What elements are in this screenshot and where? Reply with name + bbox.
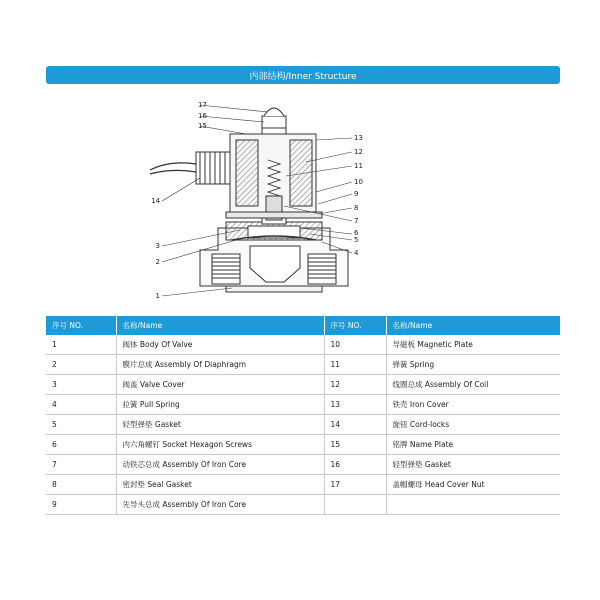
- cell-no: 5: [46, 415, 116, 435]
- table-header-row: [46, 316, 560, 335]
- cell-no: 10: [324, 335, 386, 355]
- cell-no: 12: [324, 375, 386, 395]
- cell-name: 线圈总成 Assembly Of Coil: [386, 375, 560, 395]
- cell-name: 动铁芯总成 Assembly Of Iron Core: [116, 455, 324, 475]
- header-name-1: 名称/Name: [116, 316, 324, 335]
- cell-name: 内六角螺钉 Socket Hexagon Screws: [116, 435, 324, 455]
- callout-7: 7: [354, 217, 359, 225]
- valve-cross-section-diagram: [0, 84, 600, 314]
- cell-no: [324, 495, 386, 515]
- cell-name: 膜片总成 Assembly Of Diaphragm: [116, 355, 324, 375]
- cell-name: 导磁板 Magnetic Plate: [386, 335, 560, 355]
- callout-11: 11: [354, 162, 363, 170]
- cell-no: 8: [46, 475, 116, 495]
- section-header: [46, 66, 560, 84]
- valve-body-drawing: [150, 108, 348, 292]
- callout-17: 17: [198, 101, 207, 109]
- callout-13: 13: [354, 134, 363, 142]
- table-row: [46, 455, 560, 475]
- callout-1: 1: [155, 292, 160, 300]
- cell-name: 轻型弹垫 Gasket: [386, 455, 560, 475]
- cell-name: [386, 495, 560, 515]
- callout-14: 14: [151, 197, 160, 205]
- cell-name: 轻型弹垫 Gasket: [116, 415, 324, 435]
- callout-10: 10: [354, 178, 363, 186]
- cell-no: 16: [324, 455, 386, 475]
- table-row: [46, 395, 560, 415]
- cell-name: 先导头总成 Assembly Of Iron Core: [116, 495, 324, 515]
- callout-6: 6: [354, 229, 359, 237]
- cell-no: 4: [46, 395, 116, 415]
- cell-name: 盖帽螺母 Head Cover Nut: [386, 475, 560, 495]
- parts-table: [46, 316, 560, 515]
- callout-8: 8: [354, 204, 359, 212]
- table-row: [46, 355, 560, 375]
- table-row: [46, 495, 560, 515]
- header-no-2: 序号 NO.: [324, 316, 386, 335]
- cell-no: 2: [46, 355, 116, 375]
- callout-9: 9: [354, 190, 359, 198]
- table-row: [46, 475, 560, 495]
- cell-no: 13: [324, 395, 386, 415]
- cell-no: 6: [46, 435, 116, 455]
- callout-4: 4: [354, 249, 359, 257]
- callout-2: 2: [155, 258, 160, 266]
- callout-5: 5: [354, 236, 359, 244]
- cell-name: 旋钮 Cord-locks: [386, 415, 560, 435]
- header-name-2: 名称/Name: [386, 316, 560, 335]
- section-title: 内部结构/Inner Structure: [249, 71, 357, 82]
- cell-name: 铁壳 Iron Cover: [386, 395, 560, 415]
- table-row: [46, 375, 560, 395]
- cell-name: 拉簧 Pull Spring: [116, 395, 324, 415]
- header-no-1: 序号 NO.: [46, 316, 116, 335]
- cell-no: 15: [324, 435, 386, 455]
- callout-16: 16: [198, 112, 207, 120]
- cell-no: 9: [46, 495, 116, 515]
- cell-name: 阀盖 Valve Cover: [116, 375, 324, 395]
- callout-12: 12: [354, 148, 363, 156]
- cell-no: 3: [46, 375, 116, 395]
- cell-no: 14: [324, 415, 386, 435]
- table-row: [46, 335, 560, 355]
- cell-no: 7: [46, 455, 116, 475]
- callout-3: 3: [155, 242, 160, 250]
- cell-name: 密封垫 Seal Gasket: [116, 475, 324, 495]
- cell-no: 11: [324, 355, 386, 375]
- callout-15: 15: [198, 122, 207, 130]
- cell-name: 铭牌 Name Plate: [386, 435, 560, 455]
- cell-no: 17: [324, 475, 386, 495]
- cell-no: 1: [46, 335, 116, 355]
- cell-name: 弹簧 Spring: [386, 355, 560, 375]
- table-row: [46, 435, 560, 455]
- table-row: [46, 415, 560, 435]
- cell-name: 阀体 Body Of Valve: [116, 335, 324, 355]
